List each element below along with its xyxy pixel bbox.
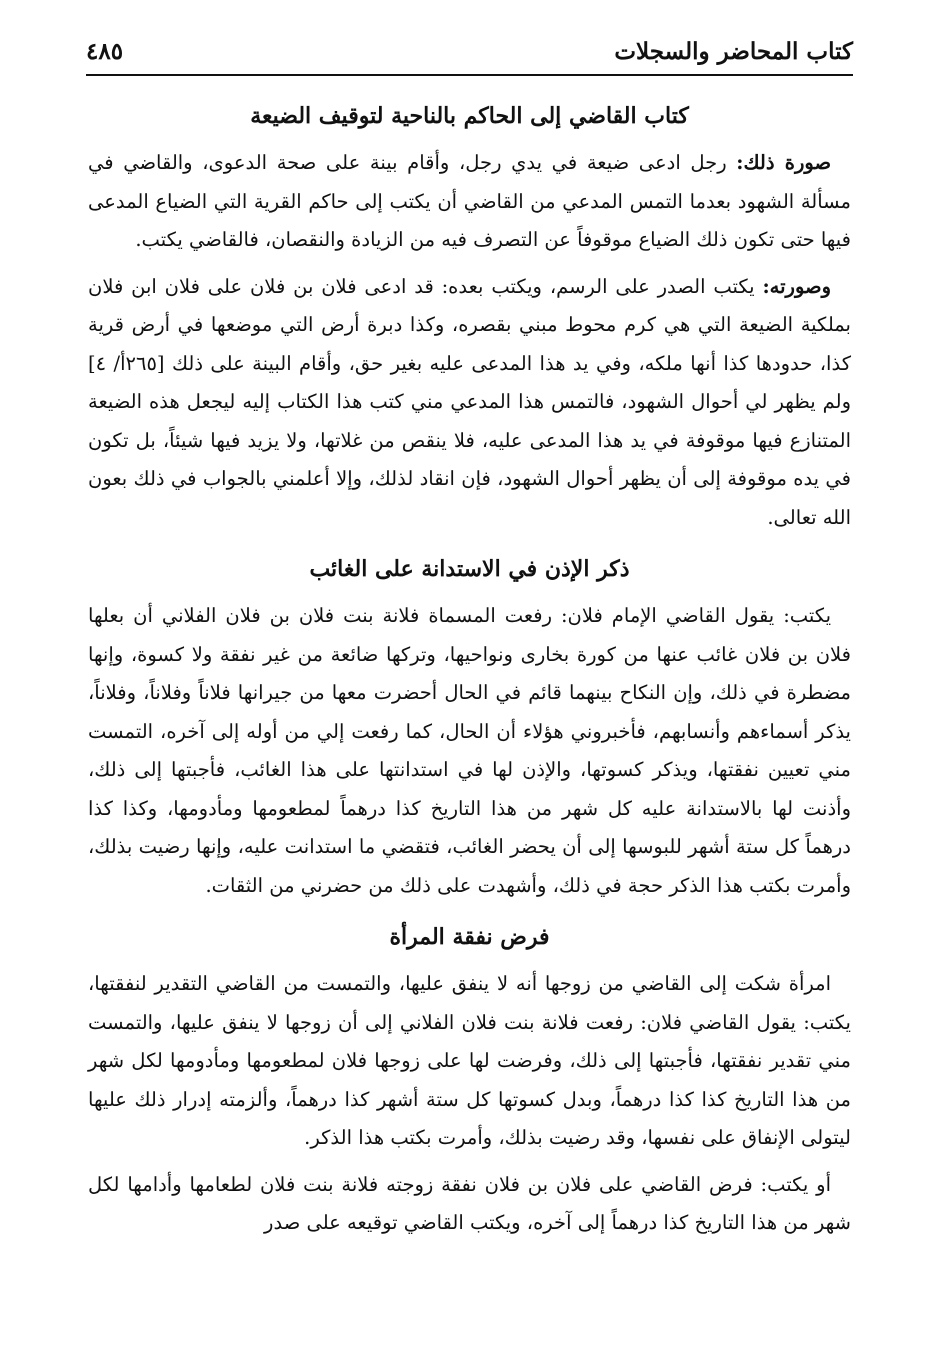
section-heading: ذكر الإذن في الاستدانة على الغائب [309,556,630,582]
paragraph-text: يكتب الصدر على الرسم، ويكتب بعده: قد ادعى فلان بن فلان على فلان ابن فلان بملكية الضيعة التي هي كرم محوط مبني بقصره، وكذا دبرة أرض التي موضعها في أرض قرية كذا، حدودها كذا أنها ملكه، وفي يد هذا المدعى عليه بغير حق، وأقام البينة على ذلك [٢٦٥أ/ ٤] ولم يظهر لي أحوال الشهود، فالتمس هذا المدعي مني كتب هذا الكتاب إليه ليجعل هذه الضيعة المتنازع فيها موقوفة في يد هذا المدعى عليه، فلا ينقص من غلاتها، ولا يزيد فيها شيئاً، بل تكون في يده موقوفة إلى أن يظهر أحوال الشهود، فإن انقاد لذلك، وإلا أعلمني بالجواب في ذلك بعون الله تعالى. [88,274,851,529]
paragraph [88,597,851,905]
page-body [88,96,851,1251]
running-title: كتاب المحاضر والسجلات [614,37,853,65]
paragraph-text: رجل ادعى ضيعة في يدي رجل، وأقام بينة على صحة الدعوى، والقاضي في مسألة الشهود بعدما التمس المدعي من القاضي أن يكتب إلى حاكم القرية التي الضياع المدعى فيها حتى تكون ذلك الضياع موقوفاً عن التصرف فيه من الزيادة والنقصان، فالقاضي يكتب. [88,151,851,251]
paragraph [88,1166,851,1243]
section-heading: فرض نفقة المرأة [389,924,550,950]
page-number: ٤٨٥ [86,37,124,65]
paragraph-lead: صورة ذلك: [736,151,832,174]
paragraph [88,965,851,1158]
section-heading: كتاب القاضي إلى الحاكم بالناحية لتوقيف الضيعة [250,103,689,129]
paragraph-lead: وصورته: [762,274,831,298]
paragraph [88,144,851,260]
running-header [86,28,853,76]
paragraph-text: أو يكتب: فرض القاضي على فلان بن فلان نفقة زوجته فلانة بنت فلان لطعامها وأدامها لكل شهر من هذا التاريخ كذا درهماً إلى آخره، ويكتب القاضي توقيعه على صدر [88,1172,851,1234]
paragraph-text: يكتب: يقول القاضي الإمام فلان: رفعت المسماة فلانة بنت فلان بن فلان الفلاني أن بعلها فلان بن فلان غائب عنها من كورة بخارى ونواحيها، وتركها ضائعة من غير نفقة ولا كسوة، وإنها مضطرة في ذلك، وإن النكاح بينهما قائم في الحال أحضرت معها من جيرانها فلاناً وفلاناً، وفلاناً، يذكر أسماءهم وأنسابهم، فأخبروني هؤلاء أن الحال، كما رفعت إلي من أوله إلى آخره، التمست مني تعيين نفقتها، ويذكر كسوتها، والإذن لها في استدانتها على هذا الغائب، فأجبتها إلى ذلك، وأذنت لها بالاستدانة عليه كل شهر من هذا التاريخ كذا درهماً لمطعومها ومأدومها، وكذا كذا درهماً كل ستة أشهر للبوسها إلى أن يحضر الغائب، فتقضي ما استدانت عليه، وإنها رضيت بذلك، وأمرت بكتب هذا الذكر حجة في ذلك، وأشهدت على ذلك من حضرني من الثقات. [88,604,851,897]
paragraph-text: امرأة شكت إلى القاضي من زوجها أنه لا ينفق عليها، والتمست من القاضي التقدير لنفقتها، يكتب: يقول القاضي فلان: رفعت فلانة بنت فلان الفلاني إلى أن زوجها لا ينفق عليها، والتمست مني تقدير نفقتها، فأجبتها إلى ذلك، وفرضت لها على زوجها فلان لمطعومها ومأدومها لكل شهر من هذا التاريخ كذا كذا درهماً، وبدل كسوتها كل ستة أشهر كذا درهماً، وألزمته إدرار ذلك عليها ليتولى الإنفاق على نفسها، وقد رضيت بذلك، وأمرت بكتب هذا الذكر. [88,972,851,1149]
paragraph [88,268,851,538]
